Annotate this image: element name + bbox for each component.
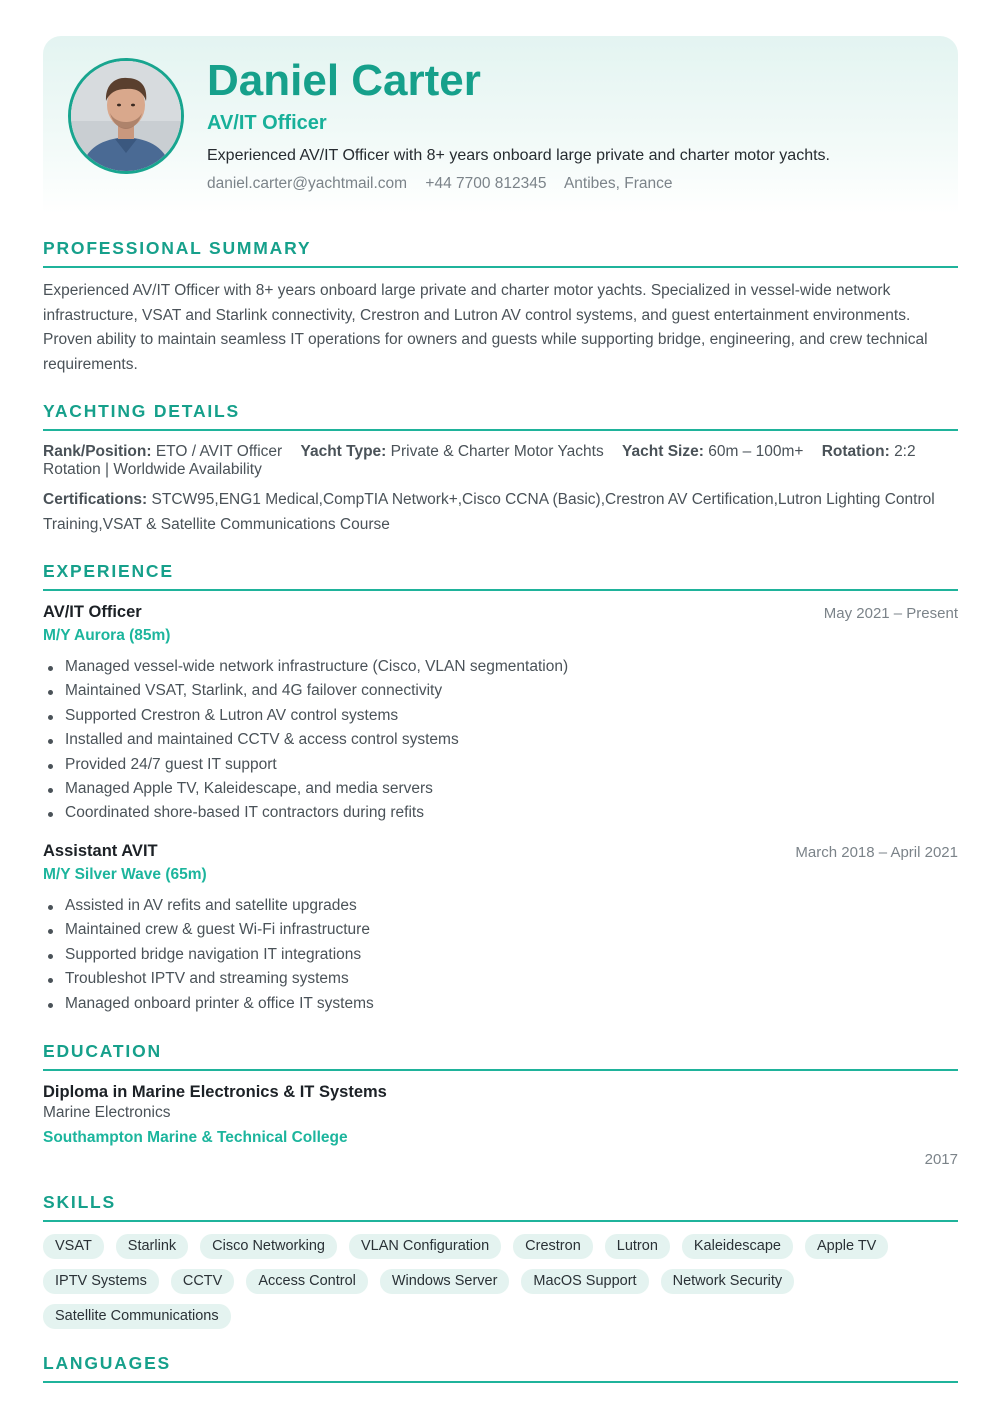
skill-chip: Network Security: [661, 1269, 795, 1294]
section-title-summary: PROFESSIONAL SUMMARY: [43, 238, 958, 268]
job-bullets: [43, 655, 958, 826]
section-title-languages: LANGUAGES: [43, 1353, 958, 1383]
skill-chip: Cisco Networking: [200, 1234, 337, 1259]
skill-chip: VLAN Configuration: [349, 1234, 501, 1259]
certifications-label: Certifications:: [43, 491, 148, 508]
education-school: Southampton Marine & Technical College: [43, 1129, 348, 1146]
skill-chip: Windows Server: [380, 1269, 510, 1294]
contact-phone[interactable]: +44 7700 812345: [425, 175, 547, 192]
job-company: M/Y Aurora (85m): [43, 627, 171, 644]
candidate-name: Daniel Carter: [207, 56, 481, 105]
job-bullet: Supported bridge navigation IT integrations: [65, 943, 958, 967]
skill-chip: VSAT: [43, 1234, 104, 1259]
certifications-value: STCW95,ENG1 Medical,CompTIA Network+,Cisco CCNA (Basic),Crestron AV Certification,Lutron Lighting Control Training,VSAT & Satellite Communications Course: [43, 491, 935, 533]
certifications: [43, 487, 958, 537]
yachting-details-line: [43, 443, 958, 479]
job-dates: May 2021 – Present: [823, 605, 958, 622]
skill-chip: Satellite Communications: [43, 1304, 231, 1329]
skill-chip: Starlink: [116, 1234, 188, 1259]
candidate-tagline: Experienced AV/IT Officer with 8+ years onboard large private and charter motor yachts.: [207, 147, 830, 164]
job-bullet: Maintained VSAT, Starlink, and 4G failover connectivity: [65, 679, 958, 703]
job-title: Assistant AVIT: [43, 842, 158, 860]
job-bullet: Assisted in AV refits and satellite upgrades: [65, 894, 958, 918]
education-year: 2017: [924, 1151, 958, 1168]
skill-chip: IPTV Systems: [43, 1269, 159, 1294]
section-title-experience: EXPERIENCE: [43, 561, 958, 591]
avatar: [68, 58, 184, 174]
resume-header: [43, 36, 958, 214]
skill-chip: Crestron: [513, 1234, 593, 1259]
job-company: M/Y Silver Wave (65m): [43, 866, 207, 883]
section-title-skills: SKILLS: [43, 1192, 958, 1222]
resume-page: [43, 36, 958, 1373]
detail-type-value: Private & Charter Motor Yachts: [390, 443, 604, 460]
job-bullet: Troubleshot IPTV and streaming systems: [65, 967, 958, 991]
job-bullet: Installed and maintained CCTV & access control systems: [65, 728, 958, 752]
skill-chip: Apple TV: [805, 1234, 888, 1259]
section-title-yachting: YACHTING DETAILS: [43, 401, 958, 431]
job-bullet: Managed Apple TV, Kaleidescape, and media servers: [65, 777, 958, 801]
job-dates: March 2018 – April 2021: [795, 844, 958, 861]
candidate-role: AV/IT Officer: [207, 112, 327, 134]
contact-location: Antibes, France: [563, 175, 673, 192]
skill-chip: CCTV: [171, 1269, 234, 1294]
avatar-portrait-image: [71, 61, 181, 171]
section-title-education: EDUCATION: [43, 1041, 958, 1071]
detail-size-value: 60m – 100m+: [708, 443, 804, 460]
job-bullet: Provided 24/7 guest IT support: [65, 753, 958, 777]
education-field: Marine Electronics: [43, 1104, 171, 1121]
detail-size-label: Yacht Size:: [622, 443, 704, 460]
job-bullet: Managed vessel-wide network infrastructure (Cisco, VLAN segmentation): [65, 655, 958, 679]
skill-chip: Access Control: [246, 1269, 368, 1294]
job-bullet: Coordinated shore-based IT contractors during refits: [65, 801, 958, 825]
detail-rank-value: ETO / AVIT Officer: [155, 443, 283, 460]
job-entry: [43, 602, 958, 826]
detail-rank: [43, 443, 282, 460]
detail-rotation-value: 2:2 Rotation | Worldwide Availability: [43, 443, 916, 478]
education-entry: [43, 1082, 958, 1170]
skill-chip: MacOS Support: [521, 1269, 648, 1294]
detail-yacht-size: [622, 443, 803, 460]
job-title: AV/IT Officer: [43, 603, 142, 621]
job-bullet: Managed onboard printer & office IT systems: [65, 992, 958, 1016]
contact-email[interactable]: daniel.carter@yachtmail.com: [207, 175, 408, 192]
skill-chip: Lutron: [605, 1234, 670, 1259]
education-degree: Diploma in Marine Electronics & IT Systems: [43, 1083, 387, 1101]
job-bullets: [43, 894, 958, 1016]
contact-info: [207, 174, 687, 194]
detail-rank-label: Rank/Position:: [43, 443, 152, 460]
skill-chip: Kaleidescape: [682, 1234, 793, 1259]
detail-type-label: Yacht Type:: [300, 443, 387, 460]
job-bullet: Maintained crew & guest Wi-Fi infrastructure: [65, 918, 958, 942]
detail-yacht-type: [300, 443, 603, 460]
detail-rotation-label: Rotation:: [821, 443, 890, 460]
summary-text: Experienced AV/IT Officer with 8+ years onboard large private and charter motor yachts. Specialized in vessel-wide network infrastructure, VSAT and Starlink connectivity, Crestron and Lutron AV control systems, and guest entertainment environments. Proven ability to maintain seamless IT operations for owners and guests while supporting bridge, engineering, and crew technical requirements.: [43, 282, 928, 373]
job-entry: [43, 841, 958, 1016]
job-bullet: Supported Crestron & Lutron AV control systems: [65, 704, 958, 728]
skills-list: [43, 1234, 958, 1329]
